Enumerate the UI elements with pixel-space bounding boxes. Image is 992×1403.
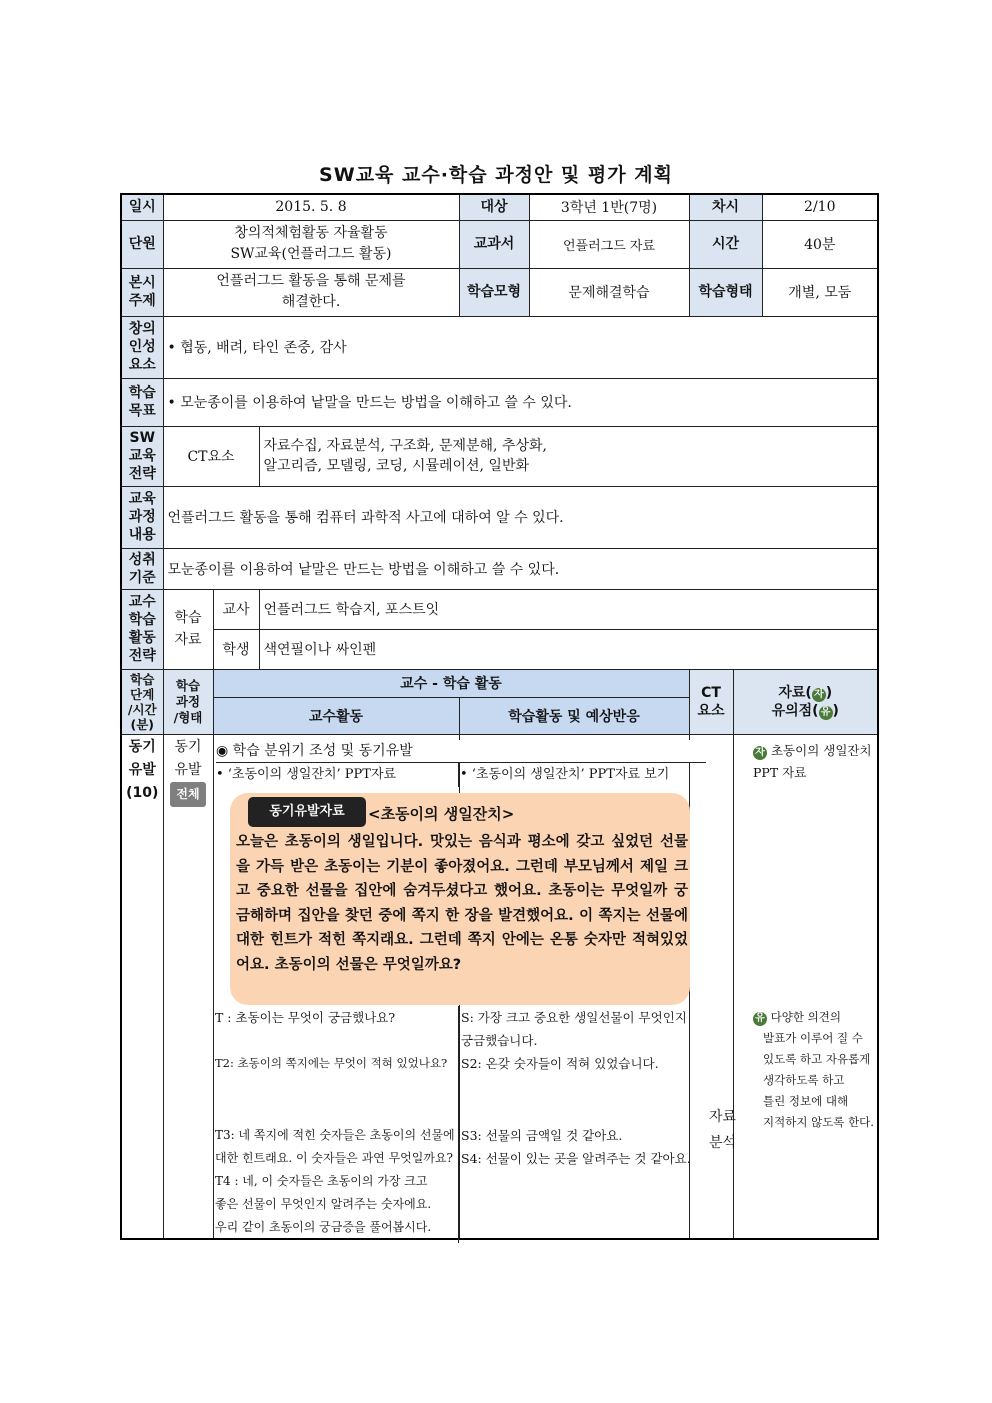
note-line-2: 발표가 이루어 질 수: [763, 1031, 863, 1045]
creativity-label-3: 요소: [128, 357, 156, 373]
teacher-q1: T : 초동이는 무엇이 궁금했나요?: [215, 1010, 396, 1025]
stage-label-4: (분): [130, 716, 154, 732]
student-a3: S3: 선물의 금액일 것 같아요.: [461, 1128, 623, 1143]
curriculum-label-1: 교육: [128, 491, 156, 507]
ct-line-1: 자료수집, 자료분석, 구조화, 문제분해, 추상화,: [263, 438, 547, 454]
time-value: 40분: [762, 220, 878, 268]
stage-label-3: /시간: [127, 701, 157, 717]
session-label: 차시: [689, 194, 762, 220]
material-mark-icon-2: 자: [753, 746, 767, 760]
ct-value-2: 분석: [709, 1135, 737, 1151]
note-line-3: 있도록 하고 자유롭게: [763, 1052, 871, 1066]
goal-text: • 모눈종이를 이용하여 낱말을 만드는 방법을 이해하고 쓸 수 있다.: [163, 378, 878, 426]
materials-sub-2: 자료: [174, 632, 202, 648]
date-label: 일시: [121, 194, 163, 220]
intro-line: ◉ 학습 분위기 조성 및 동기유발: [216, 740, 706, 763]
creativity-label-1: 창의: [128, 321, 156, 337]
unit-label: 단원: [121, 220, 163, 268]
teacher-label: 교사: [213, 589, 259, 629]
topic-label-1: 본시: [128, 275, 156, 291]
resource-line-2: PPT 자료: [753, 765, 807, 780]
curriculum-label-3: 내용: [128, 527, 156, 543]
note-mark-icon: 유: [819, 706, 833, 720]
process-value-2: 유발: [174, 761, 202, 778]
ct-header-2: 요소: [697, 702, 725, 719]
curriculum-label-2: 과정: [128, 509, 156, 525]
teacher-q4-line1: T4 : 네, 이 숫자들은 초동이의 가장 크고: [215, 1174, 428, 1188]
stage-value-3: (10): [126, 784, 159, 801]
column-divider: [458, 1006, 459, 1243]
time-label: 시간: [689, 220, 762, 268]
student-a2: S2: 온갖 숫자들이 적혀 있었습니다.: [461, 1056, 659, 1071]
column-divider-top: [458, 763, 459, 787]
goal-label-1: 학습: [128, 385, 156, 401]
teacher-q4-line3: 우리 같이 초동이의 궁금증을 풀어봅시다.: [215, 1220, 432, 1234]
student-a1-line2: 궁금했습니다.: [461, 1033, 538, 1048]
process-label-2: 과정: [175, 693, 201, 709]
res-header-4: ): [832, 702, 839, 719]
curriculum-text: 언플러그드 활동을 통해 컴퓨터 과학적 사고에 대하여 알 수 있다.: [163, 486, 878, 548]
topic-line-2: 해결한다.: [281, 294, 341, 310]
textbook-label: 교과서: [459, 220, 529, 268]
stage-value-1: 동기: [128, 738, 156, 755]
teacher-materials: 언플러그드 학습지, 포스트잇: [259, 589, 878, 629]
activity-group-header: 교수 - 학습 활동: [213, 669, 689, 697]
student-materials: 색연필이나 싸인펜: [259, 629, 878, 669]
process-label-1: 학습: [175, 677, 201, 693]
material-mark-icon: 자: [812, 688, 826, 702]
stage-label-1: 학습: [130, 671, 155, 687]
materials-label-2: 학습: [128, 612, 156, 628]
teacher-q3-line2: 대한 힌트래요. 이 숫자들은 과연 무엇일까요?: [215, 1151, 453, 1165]
ct-label: CT요소: [163, 426, 259, 486]
ct-value-1: 자료: [709, 1109, 737, 1125]
process-value-1: 동기: [174, 738, 202, 755]
ct-header-1: CT: [701, 684, 721, 701]
materials-label-3: 활동: [128, 630, 156, 646]
unit-line-2: SW교육(언플러그드 활동): [230, 246, 392, 262]
teacher-q4-line2: 좋은 선물이 무엇인지 알려주는 숫자에요.: [215, 1197, 432, 1211]
motivation-tag: 동기유발자료: [248, 797, 366, 827]
topic-line-1: 언플러그드 활동을 통해 문제를: [216, 273, 406, 289]
res-header-3: 유의점(: [771, 702, 819, 719]
textbook-value: 언플러그드 자료: [529, 220, 689, 268]
unit-line-1: 창의적체험활동 자율활동: [234, 225, 388, 241]
teacher-activity-header: 교수활동: [213, 697, 459, 734]
student-label: 학생: [213, 629, 259, 669]
topic-label-2: 주제: [128, 293, 156, 309]
form-value: 개별, 모둠: [762, 268, 878, 316]
form-label: 학습형태: [689, 268, 762, 316]
sw-label-2: 교육: [128, 448, 156, 464]
teacher-q2: T2: 초동이의 쪽지에는 무엇이 적혀 있었나요?: [215, 1056, 448, 1070]
goal-label-2: 목표: [128, 403, 156, 419]
achievement-text: 모눈종이를 이용하여 낱말은 만드는 방법을 이해하고 쓸 수 있다.: [163, 548, 878, 589]
achievement-label-1: 성취: [128, 551, 156, 568]
target-label: 대상: [459, 194, 529, 220]
res-header-1: 자료(: [778, 684, 812, 701]
note-line-1: 다양한 의견의: [770, 1010, 841, 1024]
materials-sub-1: 학습: [174, 610, 202, 626]
whole-class-badge: 전체: [170, 782, 205, 807]
date-value: 2015. 5. 8: [163, 194, 459, 220]
note-mark-icon-2: 유: [753, 1012, 767, 1026]
achievement-label-2: 기준: [128, 569, 156, 586]
process-label-3: /형태: [173, 709, 203, 725]
model-label: 학습모형: [459, 268, 529, 316]
page-title: SW교육 교수·학습 과정안 및 평가 계획: [319, 164, 673, 186]
motivation-title: <초동이의 생일잔치>: [368, 805, 515, 823]
res-header-2: ): [825, 684, 833, 701]
student-a4: S4: 선물이 있는 곳을 알려주는 것 같아요.: [461, 1151, 691, 1166]
materials-label-1: 교수: [128, 594, 156, 610]
note-line-6: 지적하지 않도록 한다.: [763, 1115, 874, 1129]
sw-label-3: 전략: [128, 466, 156, 482]
creativity-label-2: 인성: [128, 339, 156, 355]
note-line-5: 틀린 정보에 대해: [763, 1094, 849, 1108]
resource-line-1: 초동이의 생일잔치: [770, 743, 872, 758]
session-value: 2/10: [762, 194, 878, 220]
teacher-ppt: • ‘초동이의 생일잔치’ PPT자료: [216, 767, 397, 782]
sw-label-1: SW: [129, 430, 156, 446]
stage-label-2: 단계: [130, 686, 155, 702]
creativity-text: • 협동, 배려, 타인 존중, 감사: [163, 316, 878, 378]
student-ppt: • ‘초동이의 생일잔치’ PPT자료 보기: [460, 767, 670, 782]
materials-label-4: 전략: [128, 648, 156, 664]
student-activity-header: 학습활동 및 예상반응: [459, 697, 689, 734]
stage-value-2: 유발: [128, 761, 156, 778]
target-value: 3학년 1반(7명): [529, 194, 689, 220]
teacher-q3-line1: T3: 네 쪽지에 적힌 숫자들은 초동이의 선물에: [215, 1128, 455, 1142]
ct-line-2: 알고리즘, 모델링, 코딩, 시뮬레이션, 일반화: [263, 458, 530, 474]
model-value: 문제해결학습: [529, 268, 689, 316]
student-a1-line1: S: 가장 크고 중요한 생일선물이 무엇인지: [461, 1010, 687, 1025]
note-line-4: 생각하도록 하고: [763, 1073, 845, 1087]
motivation-text: 오늘은 초동이의 생일입니다. 맛있는 음식과 평소에 갖고 싶었던 선물을 가득 받은 초동이는 기분이 좋아졌어요. 그런데 부모님께서 제일 크고 중요한 선물을 집안에 숨겨두셨다고 했어요. 초동이는 무엇일까 궁금해하며 집안을 찾던 중에 쪽지 한 장을 발견했어요. 이 쪽지는 선물에 대한 힌트가 적힌 쪽지래요. 그런데 쪽지 안에는 온통 숫자만 적혀있었어요. 초동이의 선물은 무엇일까요?: [236, 834, 688, 973]
